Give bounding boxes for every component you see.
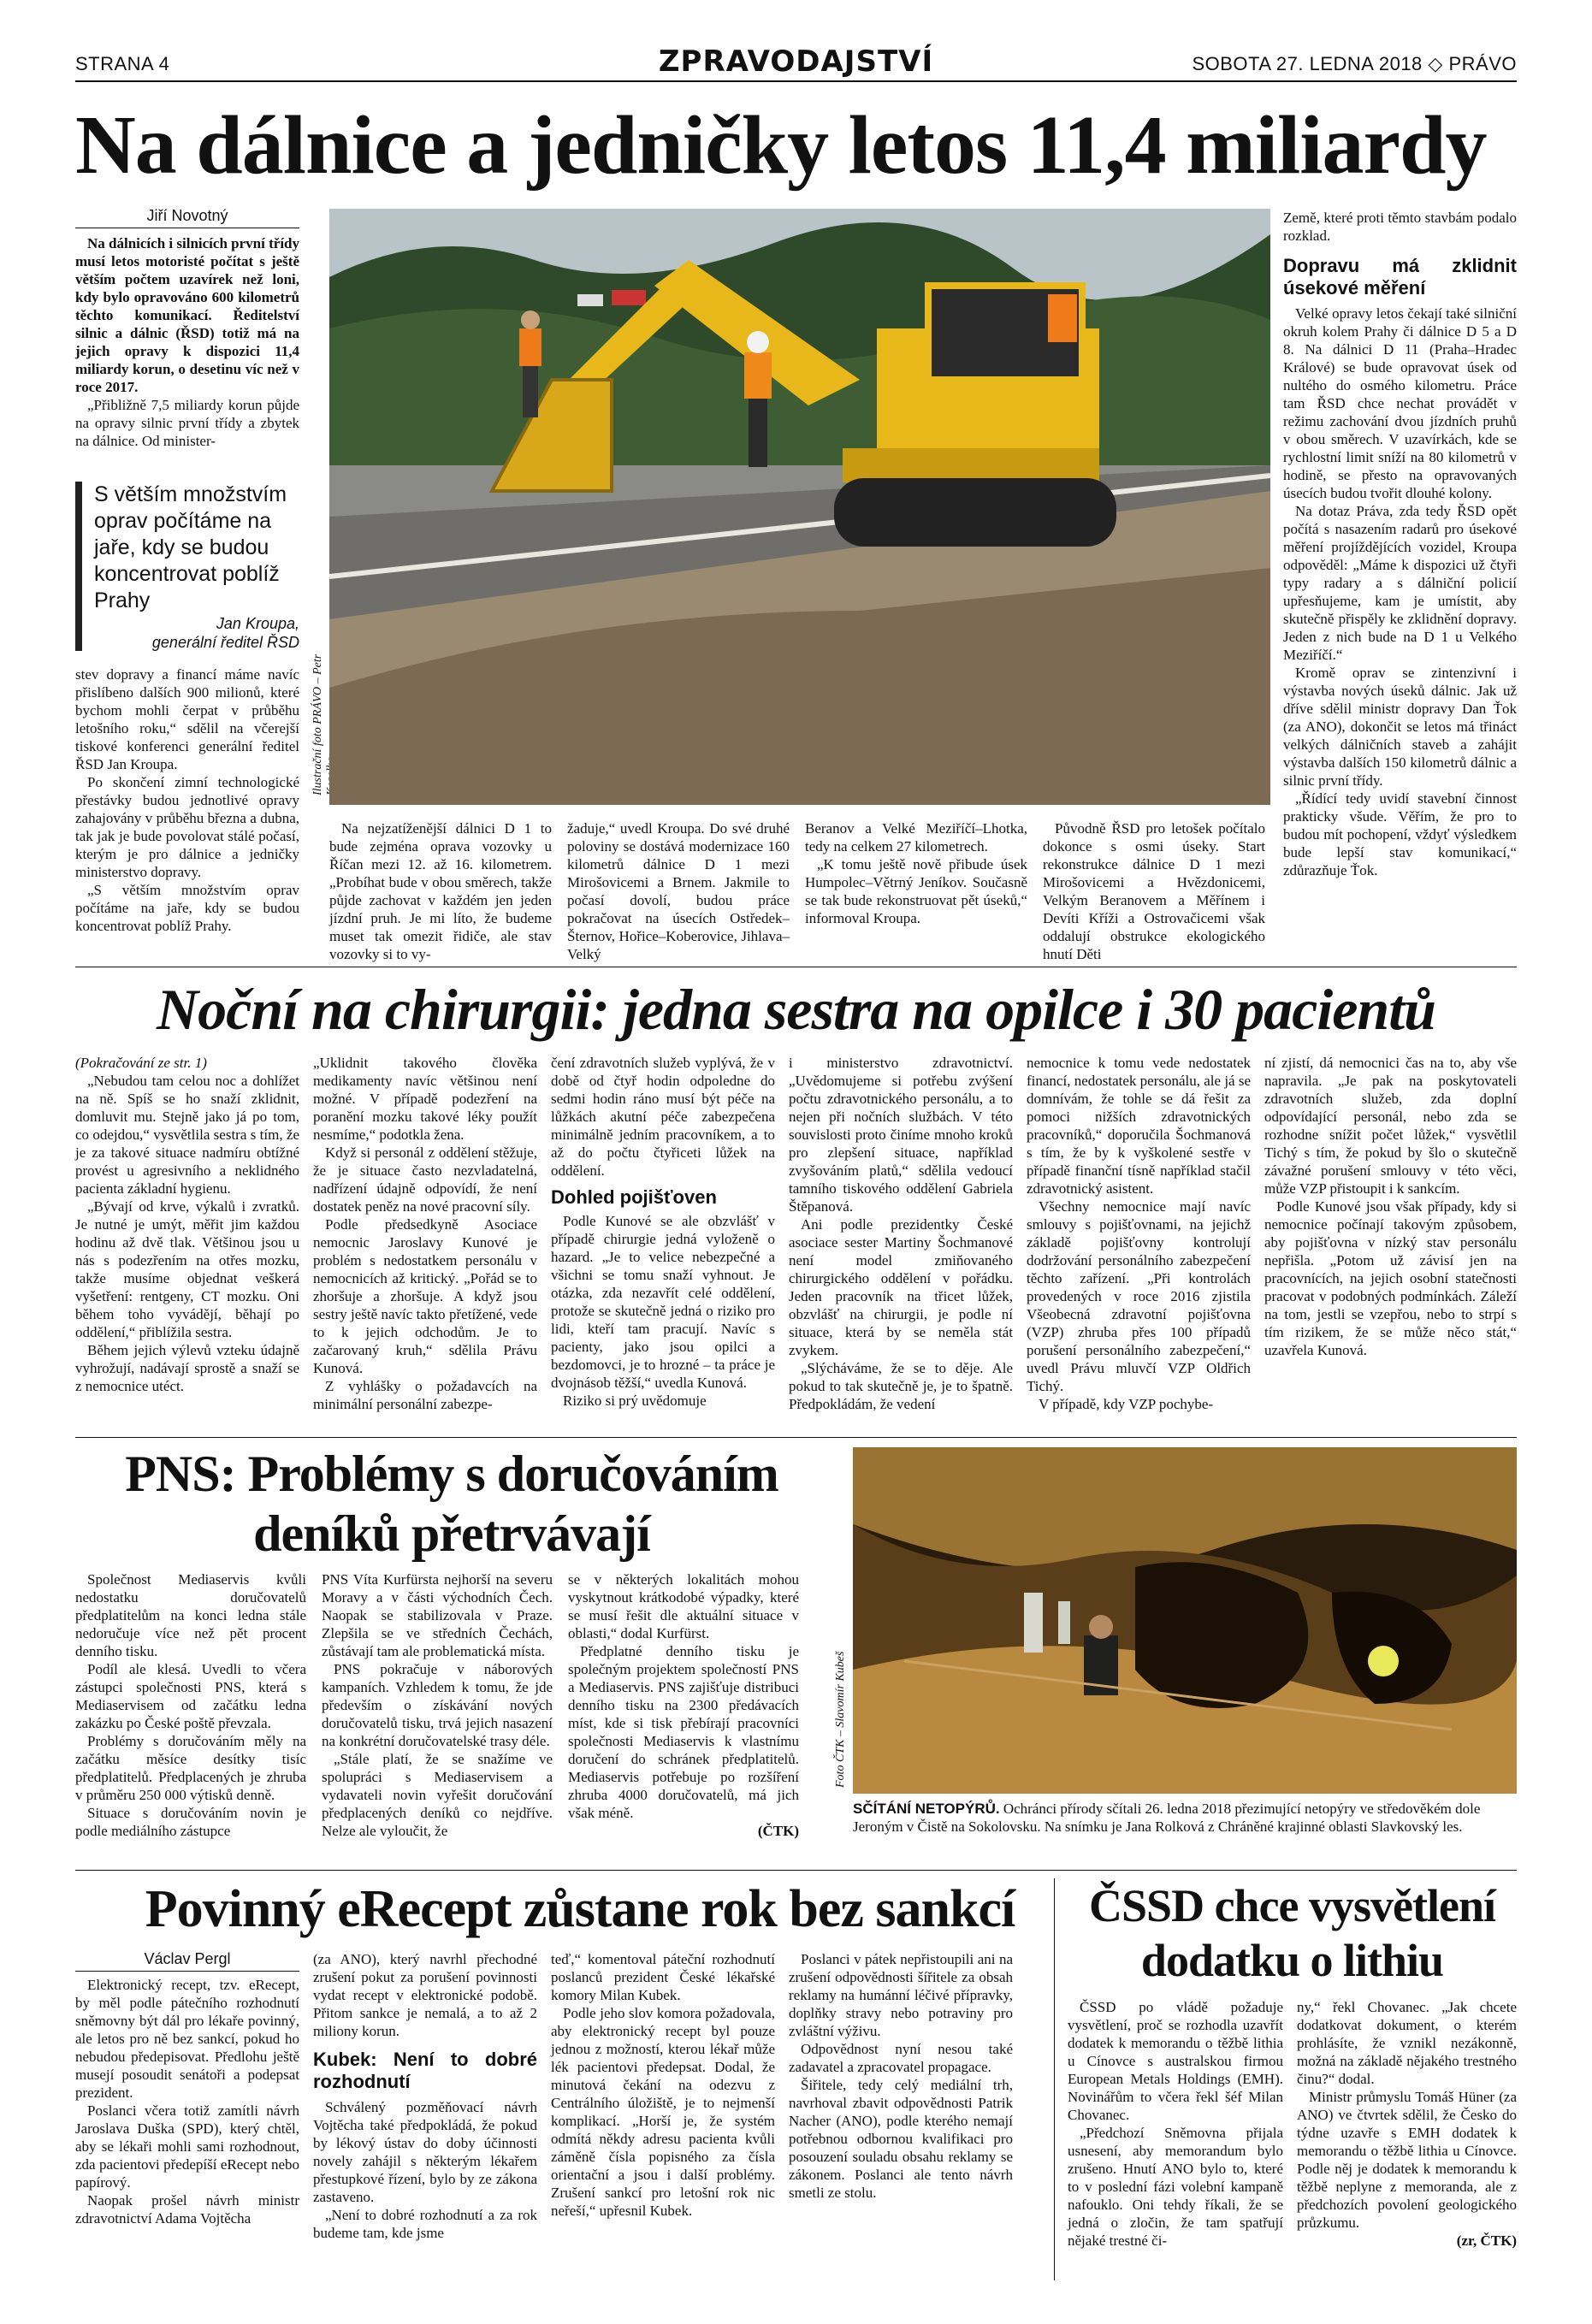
article4-subheading: Kubek: Není to dobré rozhodnutí — [313, 2049, 537, 2092]
article1-col4 — [805, 819, 1027, 927]
diamond-icon: ◇ — [1428, 53, 1443, 74]
article2-title: Noční na chirurgii: jedna sestra na opilce i 30 pacientů — [157, 977, 1435, 1042]
article3-c2b: PNS pokračuje v náborových kampaních. Vzhledem k tomu, že jde především o získávání nových doručovatelů tisku, trvá jejich nasazení na konkrétní doručovatelské trasy déle. — [322, 1661, 553, 1749]
article3-c1c: Problémy s doručováním měly na začátku měsíce desítky tisíc předplatitelů. Předplacených je zhruba v průměru 250 000 výtisků denně. — [75, 1733, 306, 1803]
header-rule — [75, 80, 1517, 82]
article2-col1 — [75, 1054, 299, 1395]
article4-c2a: (za ANO), který navrhl přechodné zrušení pokut za porušení povinnosti vydat recept v elektronické podobě. Přitom sankce je nemalá, a to až 2 miliony korun. — [313, 1951, 537, 2039]
article5-col2 — [1297, 1998, 1517, 2250]
article1-col1-text-a: „Přibližně 7,5 miliardy korun půjde na opravy silnic první třídy a zbytek na dálnice. Od minister- — [75, 397, 299, 449]
article2-col5 — [1027, 1054, 1251, 1413]
article4-c1b: Poslanci včera totiž zamítli návrh Jaroslava Duška (SPD), který chtěl, aby se lékaři mohli sami rozhodnout, zda pacientovi předepíší eRecept nebo papírový. — [75, 2102, 299, 2191]
paper-name: PRÁVO — [1448, 53, 1517, 74]
article1-col4-text-a: Beranov a Velké Meziříčí–Lhotka, tedy na celkem 27 kilometrech. — [805, 820, 1027, 854]
article5-c1a: ČSSD po vládě požaduje vysvětlení, proč se rozhodla uzavřít dodatek k memorandu o těžbě lithia u Cínovce s australskou firmou European Metals Holdings (EMH). Novinářům to včera řekl šéf Milan Chovanec. — [1068, 1999, 1283, 2123]
article1-col2-text: Na nejzatíženější dálnici D 1 to bude zejména oprava vozovky u Říčan mezi 12. až 16. kilometrem. „Probíhat bude v obou směrech, takže půjde zachovat v každém jen jeden jízdní pruh. Je mi líto, že budeme muset tak omezit řidiče, ale stav vozovky si to vy- — [329, 820, 552, 962]
article4-c4a: Poslanci v pátek nepřistoupili ani na zrušení odpovědnosti šířitele za obsah reklamy na humánní léčivé přípravky, doplňky stravy nebo potraviny pro zvláštní výživu. — [789, 1951, 1013, 2039]
article2-c3a: čení zdravotních služeb vyplývá, že v době od čtyř hodin odpoledne do sedmi hodin ráno musí být péče na lůžkách akutní péče zabezpečena minimálně jedním pracovníkem, a to až do počtu čtyřiceti lůžek na oddělení. — [551, 1055, 775, 1179]
article4-col2 — [313, 1950, 537, 2242]
article3-c2a: PNS Víta Kurfürsta nejhorší na severu Moravy a v části východních Čech. Naopak se stabilizovala v Praze. Zlepšila se ve středních Čechách, zůstávají tam ale problematická místa. — [322, 1571, 553, 1659]
article4-c1a: Elektronický recept, tzv. eRecept, by měl podle pátečního rozhodnutí sněmovny být dál pro lékaře povinný, ale letos pro ně bez sankcí, pokud ho nebudou předepisovat. Předlohu ještě musejí posoudit senátoři a podepsat prezident. — [75, 1977, 299, 2101]
article2-c4a: i ministerstvo zdravotnictví. „Uvědomujeme si potřebu zvýšení počtu zdravotnického personálu, a to nejen při nočních službách. V této souvislosti proto činíme mnoho kroků pro zlepšení situace, například zvyšováním platů,“ sdělila vedoucí tamního tiskového oddělení Gabriela Štěpanová. — [789, 1055, 1013, 1215]
article5-title — [1068, 1878, 1517, 1988]
photo1-credit: Ilustrační foto PRÁVO – Petr — [311, 653, 324, 795]
article2-c2d: Z vyhlášky o požadavcích na minimální personální zabezpe- — [313, 1378, 537, 1412]
article1-col1 — [75, 234, 299, 450]
article3-col2 — [322, 1570, 553, 1840]
article1-col4-text-b: „K tomu ještě nově přibude úsek Humpolec–Větrný Jeníkov. Současně se tak bude rekonstruovat pět úseků,“ informoval Kroupa. — [805, 856, 1027, 926]
article2-col4 — [789, 1054, 1013, 1413]
article2-c6a: ní zjistí, dá nemocnici čas na to, aby vše napravila. „Je pak na poskytovateli zdravotních služeb, zda doplní odpovídající personál, nebo zda se rozhodne snížit počet lůžek,“ vysvětlil Tichý s tím, že pokud by šlo o skutečně závažné porušení smlouvy v této věci, může VZP přistoupit i k sankcím. — [1264, 1055, 1517, 1197]
photo2-caption-title: SČÍTÁNÍ NETOPÝRŮ. — [853, 1801, 1000, 1817]
article4-col1 — [75, 1976, 299, 2227]
article2-c1c: Během jejich výlevů vzteku údajně vyhrožují, nadávají sprostě a snaží se z nemocnice utéct. — [75, 1342, 299, 1394]
article3-col3 — [568, 1570, 799, 1840]
article4-c4b: Odpovědnost nyní nesou také zadavatel a zpracovatel propagace. — [789, 2041, 1013, 2075]
article1-col3-text: žaduje,“ uvedl Kroupa. Do své druhé poloviny se dostává modernizace 160 kilometrů dálnice D 1 mezi Mirošovicemi a Brnem. Jakmile to počasí dovolí, budou práce pokračovat na úsecích Ostředek–Šternov, Hořice–Koberovice, Jihlava–Velký — [567, 820, 790, 962]
page-number: STRANA 4 — [75, 53, 170, 74]
article2-c4b: Ani podle prezidentky České asociace sester Martiny Šochmanové není model zmiňovaného chirurgického oddělení v pořádku. Jeden pracovník na třicet lůžek, obzvlášť na chirurgii, je podle ní situace, která by se neměla stát zvykem. — [789, 1216, 1013, 1358]
section-rule-2 — [75, 1437, 1517, 1438]
article3-title — [75, 1444, 828, 1564]
article4-author: Václav Pergl — [144, 1950, 231, 1967]
article3-c3b: Předplatné denního tisku je společným projektem společností PNS a Mediaservis. PNS zajišťuje distribuci denního tisku na 2300 předávacích míst, kde si tisk přebírají pracovníci společnosti Mediaservis k vlastnímu doručení do schránek předplatitelů. Mediaservis potřebuje po rozšíření zhruba 4000 doručovatelů, má jich však méně. — [568, 1643, 799, 1821]
pull-quote-author: Jan Kroupa, — [216, 615, 299, 632]
article5-col1 — [1068, 1998, 1283, 2250]
photo2-caption-text: Ochránci přírody sčítali 26. ledna 2018 přezimující netopýry ve středověkém dole Jeroným v Čistě na Sokolovsku. Na snímku je Jana Rolková z Chráněné krajinné oblasti Slavkovský les. — [853, 1801, 1481, 1835]
article2-c1a: „Nebudou tam celou noc a dohlížet na ně. Spíš se ho snaží zklidnit, domluvit mu. Stejně jako já po tom, co odejdou,“ vysvětlila sestra s tím, že je za takové situace nadmíru obtížné provést u agresivního a neklidného pacienta základní hygienu. — [75, 1073, 299, 1197]
excavator-photo — [329, 209, 1270, 805]
cave-photo — [853, 1447, 1517, 1794]
article1-col1-text-d: „S větším množstvím oprav počítáme na jaře, kdy se budou koncentrovat poblíž Prahy. — [75, 882, 299, 934]
article5-c2a: ny,“ řekl Chovanec. „Jak chcete dodatkovat dokument, o kterém prohlásíte, že vznikl nezákonně, možná na základě nějakého trestného činu?“ dodal. — [1297, 1999, 1517, 2087]
article2-subheading: Dohled pojišťoven — [551, 1186, 717, 1208]
photo2-caption — [853, 1800, 1517, 1836]
date-text: SOBOTA 27. LEDNA 2018 — [1192, 53, 1423, 74]
article5-title-line2: dodatku o lithiu — [1140, 1935, 1444, 1986]
article5-title-line1: ČSSD chce vysvětlení — [1089, 1880, 1495, 1931]
article1-col1-b — [75, 665, 299, 935]
article2-c3c: Riziko si prý uvědomuje — [563, 1393, 707, 1409]
article1-col3 — [567, 819, 790, 963]
article1-col6-text-c: Na dotaz Práva, zda tedy ŘSD opět počítá s nasazením radarů pro úsekové měření projíždějících vozidel, Kroupa odpověděl: „Máme k dispozici už čtyři typy radary a s dálniční policií upřesňujeme, kam je umístit, aby skutečně přispěly ke zklidnění dopravy. Jeden z nich bude na D 1 u Velkého Meziříčí.“ — [1283, 503, 1517, 663]
page-date — [1192, 53, 1517, 75]
pull-quote — [75, 482, 299, 651]
article1-col6-text-a: Země, které proti těmto stavbám podalo rozklad. — [1283, 210, 1517, 244]
article4-title: Povinný eRecept zůstane rok bez sankcí — [145, 1880, 1015, 1938]
article1-title: Na dálnice a jedničky letos 11,4 miliardy — [75, 99, 1487, 192]
article1-author: Jiří Novotný — [146, 207, 228, 224]
byline-rule-2 — [75, 1971, 299, 1972]
article2-c5b: Všechny nemocnice mají navíc smlouvy s pojišťovnami, na jejichž základě pojišťovny kontrolují dodržování personálního zabezpečení těchto zařízení. „Při kontrolách provedených v roce 2016 zjistila Všeobecná zdravotní pojišťovna (VZP) zhruba přes 100 případů porušení personálního zabezpečení,“ uvedl Právu mluvčí VZP Oldřich Tichý. — [1027, 1198, 1251, 1394]
article1-col2 — [329, 819, 552, 963]
article5-c1b: „Předchozí Sněmovna přijala usnesení, aby memorandum bylo zrušeno. Hnutí ANO bylo to, které to v poslední fázi volební kampaně nafouklo. Oni tehdy říkali, že se jedná o zločin, že tam spatřují nějaké trestné či- — [1068, 2125, 1283, 2249]
article3-agency: (ČTK) — [757, 1823, 799, 1839]
article2-c5c: V případě, kdy VZP pochybe- — [1039, 1396, 1214, 1412]
article2-c1b: „Bývají od krve, výkalů i zvratků. Je nutné je umýt, měřit jim každou hodinu až dvě tlak. Většinou jsou u nás s podezřením na otřes mozku, takže musíme objednat veškerá vyšetření: rentgeny, CT mozku. Oni během toho vyvádějí, běhají po oddělení,“ přiblížila sestra. — [75, 1198, 299, 1340]
article4-c2c: „Není to dobré rozhodnutí a za rok budeme tam, kde jsme — [313, 2207, 537, 2241]
article2-c2b: Když si personál z oddělení stěžuje, že je situace často nezvladatelná, nadřízení údajně odpovídí, že není dostatek peněz na nové pracovní síly. — [313, 1144, 537, 1215]
article2-continued: (Pokračování ze str. 1) — [75, 1055, 207, 1071]
article4-col4 — [789, 1950, 1013, 2202]
pull-quote-role: generální ředitel ŘSD — [151, 634, 299, 651]
article1-col6 — [1283, 209, 1517, 879]
article3-title-line2: deníků přetrvávají — [253, 1505, 650, 1562]
article3-col1 — [75, 1570, 306, 1840]
article3-title-line1: PNS: Problémy s doručováním — [125, 1446, 778, 1502]
article2-col3 — [551, 1054, 775, 1410]
article2-col2 — [313, 1054, 537, 1413]
article1-col6-text-e: „Řídící tedy uvidí stavební činnost prakticky všude. Věřím, že pro to budou mít pochopení, vždyť výsledkem bude lepší stav komunikací,“ zdůrazňuje Ťok. — [1283, 790, 1517, 878]
article5-c2b: Ministr průmyslu Tomáš Hüner (za ANO) ve čtvrtek sdělil, že Česko do týdne uzavře s EMH dodatek k memorandu o těžbě lithia u Cínovce. Podle něj je dodatek k memorandu k těžbě neplyne z memoranda, ale z předchozích povolení geologického průzkumu. — [1297, 2089, 1517, 2231]
article5-agency: (zr, ČTK) — [1456, 2232, 1517, 2249]
article3-c1a: Společnost Mediaservis kvůli nedostatku doručovatelů předplatitelům na konci ledna stále nedoručuje více než pět procent denního tisku. — [75, 1571, 306, 1659]
pull-quote-text: S větším množstvím oprav počítáme na jaře, kdy se budou koncentrovat poblíž Prahy — [94, 482, 287, 612]
article2-c2a: „Uklidnit takového člověka medikamenty navíc většinou není možné. V případě podezření na poranění mozku takové léky použít nesmíme,“ podotkla žena. — [313, 1055, 537, 1143]
article1-col1-text-c: Po skončení zimní technologické přestávky budou jednotlivé opravy zahajovány v průběhu března a dubna, tak jak je bude povolovat stálé počasí, kterým je pro dálnice a jedničky ministerstvo dopravy. — [75, 774, 299, 880]
article2-c5a: nemocnice k tomu vede nedostatek financí, nedostatek personálu, ale já se domnívám, že tohle se dá řešit za pomoci nižších zdravotnických pracovníků,“ doporučila Šochmanová s tím, že by k vyškolené sestře v případě finanční tísně například stačil zdravotnický asistent. — [1027, 1055, 1251, 1197]
article4-c3a: teď,“ komentoval páteční rozhodnutí poslanců prezident České lékařské komory Milan Kubek. — [551, 1951, 775, 2003]
section-rule-3 — [75, 1870, 1517, 1871]
article2-c2c: Podle předsedkyně Asociace nemocnic Jaroslavy Kunové je problém s nedostatkem personálu v nemocnicích až kritický. „Pořád se to zhoršuje a zhoršuje. A když jsou sestry ještě navíc takto přetížené, vede to k jejich odchodům. Je to začarovaný kruh,“ sdělila Právu Kunová. — [313, 1216, 537, 1376]
column-divider — [1054, 1878, 1055, 2280]
article4-c2b: Schválený pozměňovací návrh Vojtěcha také předpokládá, že pokud by lékový ústav do doby účinnosti novely zahájil s některým lékařem přestupkové řízení, bylo by ze zákona zastaveno. — [313, 2099, 537, 2205]
article4-c3b: Podle jeho slov komora požadovala, aby elektronický recept byl pouze jednou z možností, kterou lékař může lék pacientovi předepsat. Dodal, že minutová čekání na odezvu z Centrálního úložiště, je to nejmenší komplikací. „Horší je, že systém odmítá někdy adresu pacienta kvůli záměně čísla popisného za čísla orientační a jsou i další problémy. Zrušení sankcí pro letošní rok nic neřeší,“ upřesnil Kubek. — [551, 2005, 775, 2219]
article3-c2c: „Stále platí, že se snažíme ve spolupráci s Mediaservisem a vydavateli novin vyřešit doručování předplacených deníků co nejdříve. Nelze ale vyloučit, že — [322, 1751, 553, 1839]
section-title: ZPRAVODAJSTVÍ — [658, 44, 934, 79]
article1-col6-text-d: Kromě oprav se zintenzivní i výstavba nových úseků dálnic. Jak už dříve sdělil ministr dopravy Dan Ťok (za ANO), dokončit se letos má třináct velkých dálničních staveb a zahájit výstavba dalších 150 kilometrů dálnic a silnic první třídy. — [1283, 665, 1517, 789]
article1-col6-text-b: Velké opravy letos čekají také silniční okruh kolem Prahy či dálnice D 5 a D 8. Na dálnici D 11 (Praha–Hradec Králové) se bude opravovat úsek od nultého do osmého kilometru. Práce tam ŘSD chce nechat provádět v režimu zachování dvou jízdních pruhů v obou směrech. V uzavírkách, kde se rychlostní limit sníží na 80 kilometrů v hodině, se přesto na opravovaných úsecích budou tvořit dlouhé kolony. — [1283, 305, 1517, 501]
article3-c3a: se v některých lokalitách mohou vyskytnout krátkodobé výpadky, které se musí řešit dle aktuální situace v oblasti,“ dodal Kurfürst. — [568, 1571, 799, 1641]
article2-col6 — [1264, 1054, 1517, 1359]
article1-col5 — [1043, 819, 1265, 963]
photo2-credit: Foto ČTK – Slavomír Kubeš — [834, 1651, 847, 1788]
article2-c3b: Podle Kunové se ale obzvlášť v případě chirurgie jedná vyloženě o hazard. „Je to velice nebezpečné a všichni se tomu snaží vyhnout. Je otázka, zda nezavřít celé oddělení, protože se skutečně jedná o riziko pro lidi, kteří tam pracují. Navíc s pacienty, jako jsou opilci a bezdomovci, je to hrozné – ta práce je dvojnásob těžší,“ uvedla Kunová. — [551, 1213, 775, 1391]
article1-col5-text: Původně ŘSD pro letošek počítalo dokonce s osmi úseky. Start rekonstrukce dálnice D 1 mezi Mirošovicemi a Hvězdonicemi, Velkým Beranovem a Měřínem i Devíti Kříži a Ostrovačicemi však oddalují obstrukce ekologického hnutí Děti — [1043, 820, 1265, 962]
article1-subheading: Dopravu má zklidnit úsekové měření — [1283, 255, 1517, 299]
article4-c4c: Šiřitele, tedy celý mediální trh, navrhoval zbavit odpovědnosti Patrik Nacher (ANO), podle kterého nemají potřebnou odbornou kvalifikaci pro posouzení souladu obsahu reklamy se zákonem. Poslanci ale tento návrh smetli ze stolu. — [789, 2077, 1013, 2201]
article2-c6b: Podle Kunové jsou však případy, kdy si nemocnice počínají takovým způsobem, aby pojišťovna v nízký stav personálu nepřišla. „Potom už závisí jen na pracovnících, na jejich osobní statečnosti pracovat v podobných podmínkách. Záleží na tom, jestli se vzepřou, nebo to strpí s tím rizikem, že se může něco stát,“ uzavřela Kunová. — [1264, 1198, 1517, 1358]
article4-col3 — [551, 1950, 775, 2220]
article1-col1-text-b: stev dopravy a financí máme navíc přislíbeno dalších 900 milionů, které bychom mohli čerpat v průběhu letošního roku,“ sdělil na včerejší tiskové konferenci generální ředitel ŘSD Jan Kroupa. — [75, 666, 299, 772]
article3-c1b: Podíl ale klesá. Uvedli to včera zástupci společnosti PNS, která s Mediaservisem od začátku ledna zakázku po České poště převzala. — [75, 1661, 306, 1731]
article3-c1d: Situace s doručováním novin je podle mediálního zástupce — [75, 1805, 306, 1839]
article4-c1c: Naopak prošel návrh ministr zdravotnictví Adama Vojtěcha — [75, 2192, 299, 2226]
article2-c4c: „Slýcháváme, že se to děje. Ale pokud to tak skutečně je, je to špatně. Předpokládám, že vedení — [789, 1360, 1013, 1412]
article1-lead: Na dálnicích i silnicích první třídy musí letos motoristé počítat s ještě větším počtem uzavírek než loni, kdy bylo opravováno 600 kilometrů těchto komunikací. Ředitelství silnic a dálnic (ŘSD) totiž má na jejich opravy k dispozici 11,4 miliardy korun, o desetinu víc než v roce 2017. — [75, 235, 299, 395]
